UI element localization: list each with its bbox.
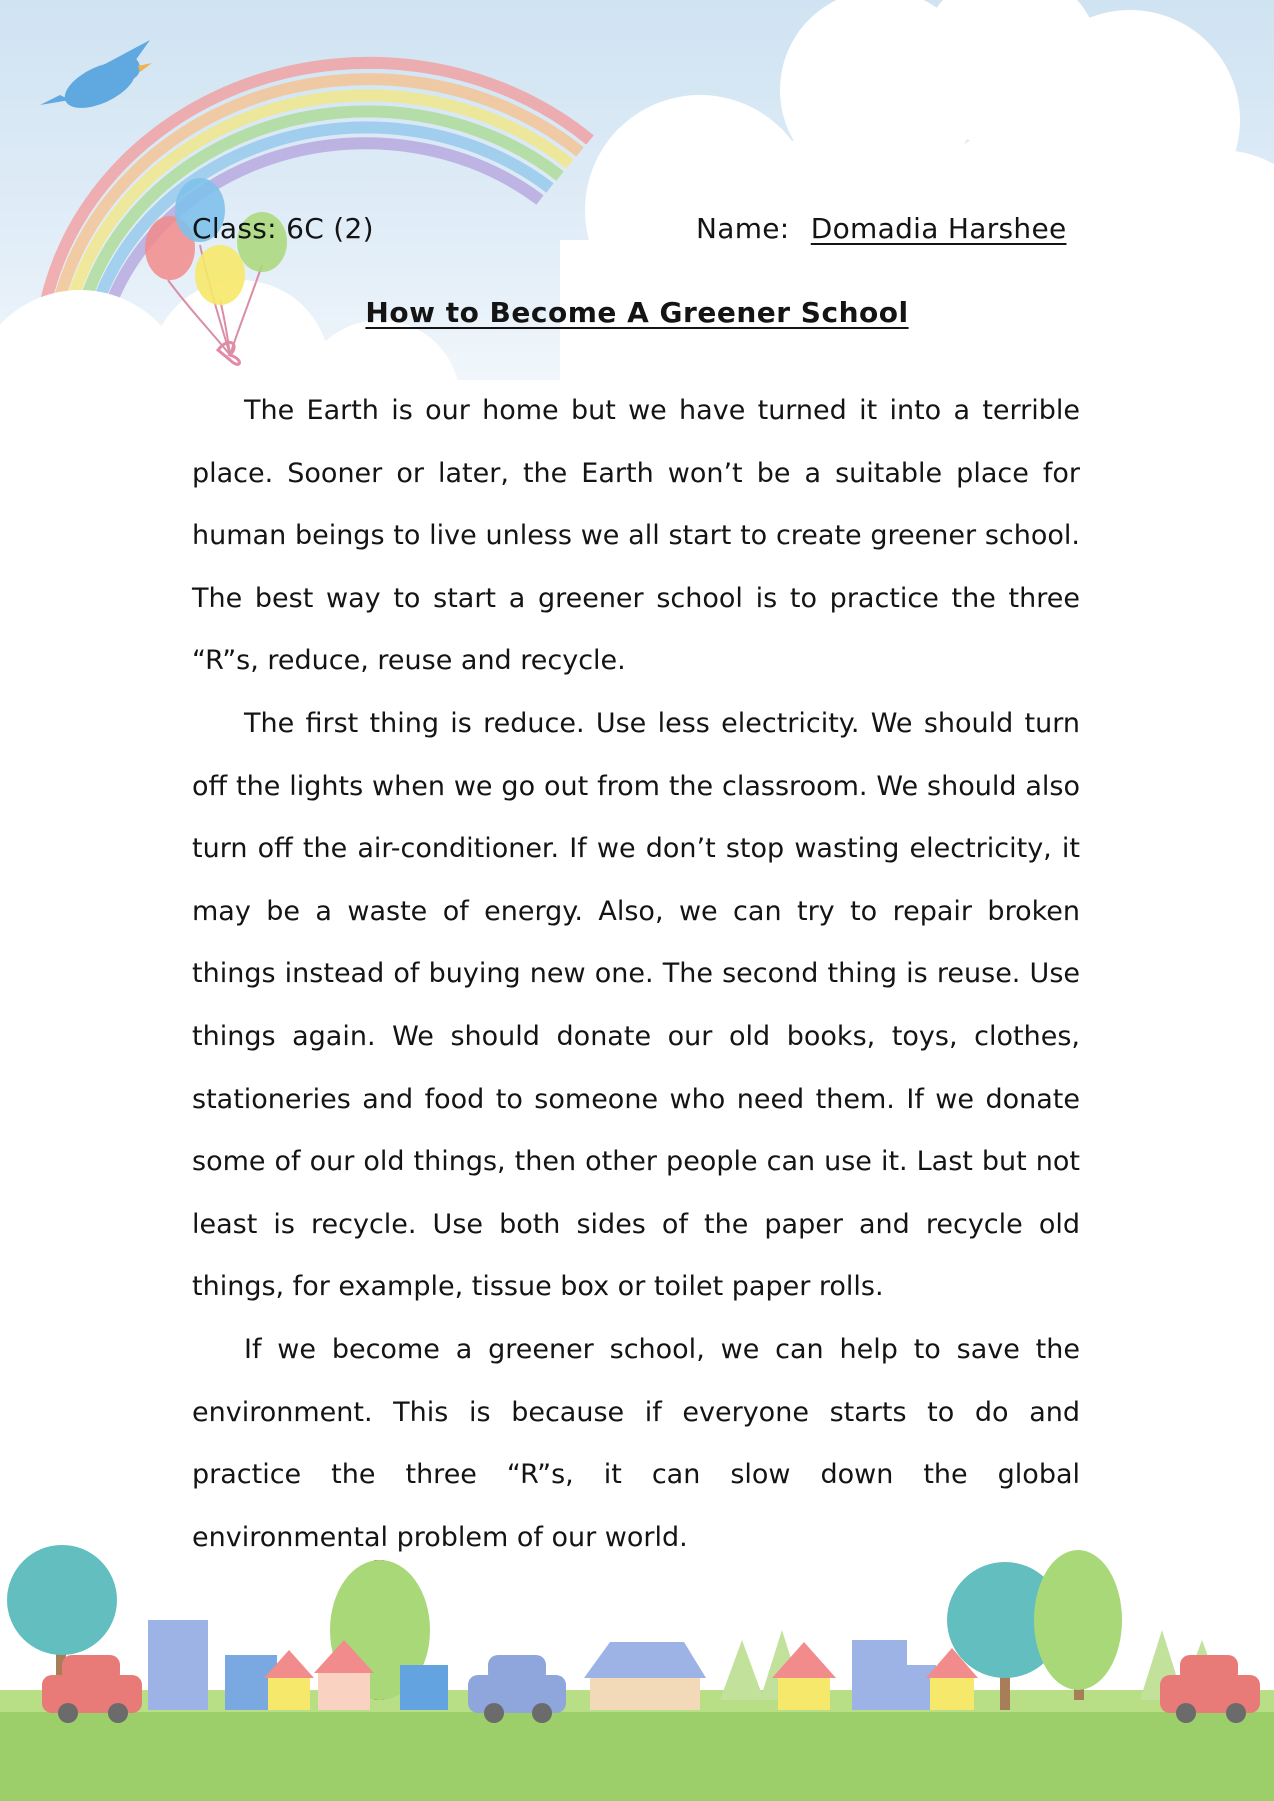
paragraph-1: The Earth is our home but we have turned it into a terrible place. Sooner or later, the Earth won’t be a suitable place for human beings to live unless we all start to create greener school. The best way to start a greener school is to practice the three “R”s, reduce, reuse and recycle.: [192, 395, 1080, 677]
student-name: Domadia Harshee: [810, 212, 1067, 245]
essay-body: [192, 380, 1080, 1569]
blue-bird-icon: [40, 40, 152, 117]
paragraph-3: If we become a greener school, we can help to save the environment. This is because if everyone starts to do and practice the three “R”s, it can slow down the global environmental problem of our world.: [192, 1333, 1080, 1553]
class-label: Class: 6C (2): [192, 212, 374, 245]
essay-title: How to Become A Greener School: [365, 296, 909, 329]
name-row: [696, 212, 1067, 245]
town-scene: [0, 1545, 1274, 1801]
paragraph-2: The first thing is reduce. Use less electricity. We should turn off the lights when we go out from the classroom. We should also turn off the air-conditioner. If we don’t stop wasting electricity, it may be a waste of energy. Also, we can try to repair broken things instead of buying new one. The second thing is reuse. Use things again. We should donate our old books, toys, clothes, stationeries and food to someone who need them. If we donate some of our old things, then other people can use it. Last but not least is recycle. Use both sides of the paper and recycle old things, for example, tissue box or toilet paper rolls.: [192, 707, 1080, 1303]
name-label: Name:: [696, 212, 790, 245]
